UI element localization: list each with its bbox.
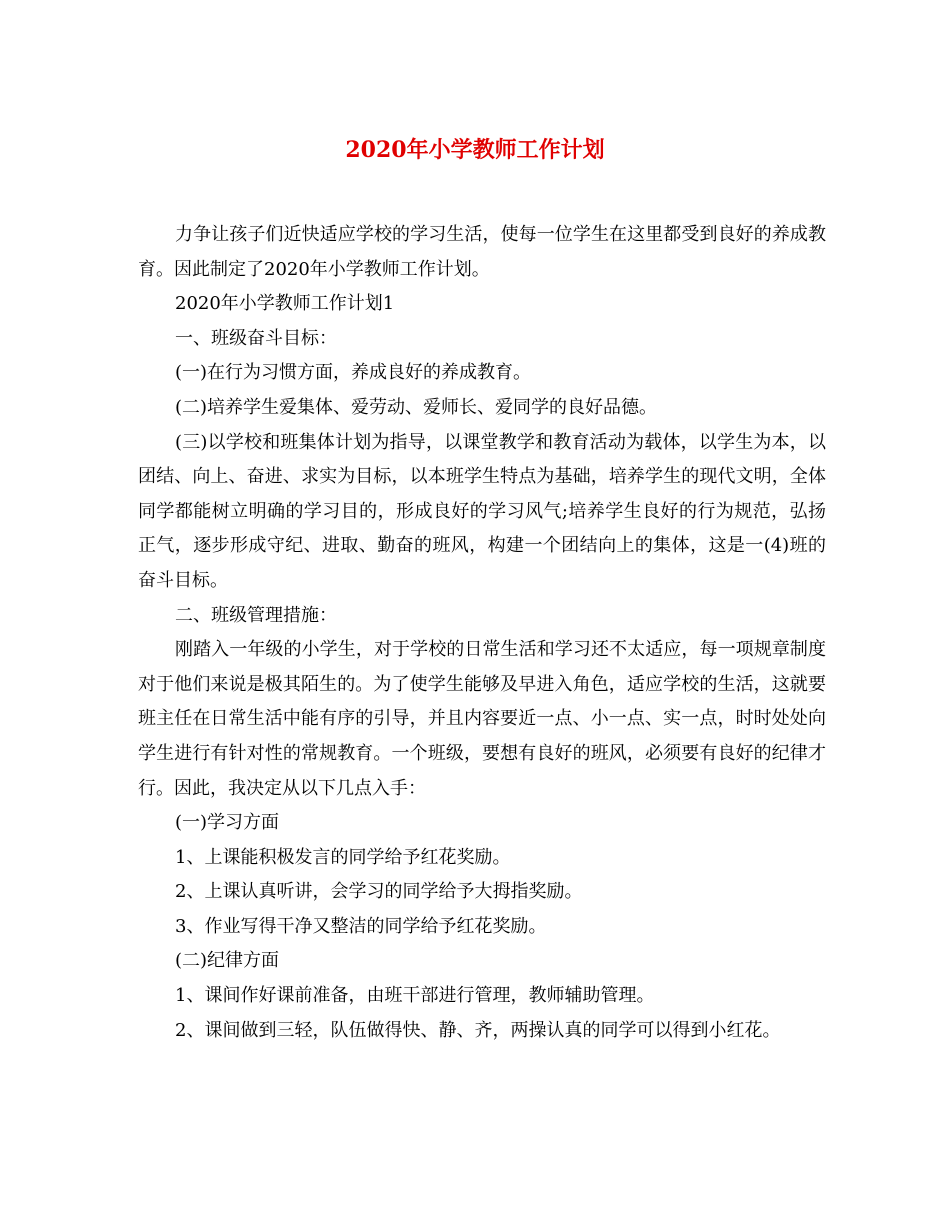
paragraph-intro: 力争让孩子们近快适应学校的学习生活，使每一位学生在这里都受到良好的养成教育。因此制定了2020年小学教师工作计划。	[138, 224, 826, 280]
paragraph-discipline-2: 2、课间做到三轻，队伍做得快、静、齐，两操认真的同学可以得到小红花。	[175, 1019, 781, 1041]
document-title: 2020年小学教师工作计划	[345, 137, 605, 163]
paragraph-goal-1: (一)在行为习惯方面，养成良好的养成教育。	[175, 362, 532, 384]
paragraph-plan-heading: 2020年小学教师工作计划1	[175, 293, 395, 315]
paragraph-study-heading: (一)学习方面	[175, 812, 280, 834]
paragraph-study-2: 2、上课认真听讲，会学习的同学给予大拇指奖励。	[175, 881, 583, 903]
paragraph-discipline-heading: (二)纪律方面	[175, 950, 280, 972]
paragraph-study-3: 3、作业写得干净又整洁的同学给予红花奖励。	[175, 915, 547, 937]
paragraph-goal-2: (二)培养学生爱集体、爱劳动、爱师长、爱同学的良好品德。	[175, 396, 658, 418]
paragraph-discipline-1: 1、课间作好课前准备，由班干部进行管理，教师辅助管理。	[175, 985, 655, 1007]
paragraph-study-1: 1、上课能积极发言的同学给予红花奖励。	[175, 846, 511, 868]
paragraph-section-1-heading: 一、班级奋斗目标：	[175, 327, 337, 349]
paragraph-section-2-heading: 二、班级管理措施：	[175, 604, 337, 626]
document-body	[138, 218, 826, 1048]
paragraph-measures-intro: 刚踏入一年级的小学生，对于学校的日常生活和学习还不太适应，每一项规章制度对于他们来说是极其陌生的。为了使学生能够及早进入角色，适应学校的生活，这就要班主任在日常生活中能有序的引导，并且内容要近一点、小一点、实一点，时时处处向学生进行有针对性的常规教育。一个班级，要想有良好的班风，必须要有良好的纪律才行。因此，我决定从以下几点入手：	[138, 639, 826, 799]
paragraph-goal-3: (三)以学校和班集体计划为指导，以课堂教学和教育活动为载体，以学生为本，以团结、向上、奋进、求实为目标，以本班学生特点为基础，培养学生的现代文明，全体同学都能树立明确的学习目的，形成良好的学习风气;培养学生良好的行为规范，弘扬正气，逐步形成守纪、进取、勤奋的班风，构建一个团结向上的集体，这是一(4)班的奋斗目标。	[138, 431, 826, 591]
